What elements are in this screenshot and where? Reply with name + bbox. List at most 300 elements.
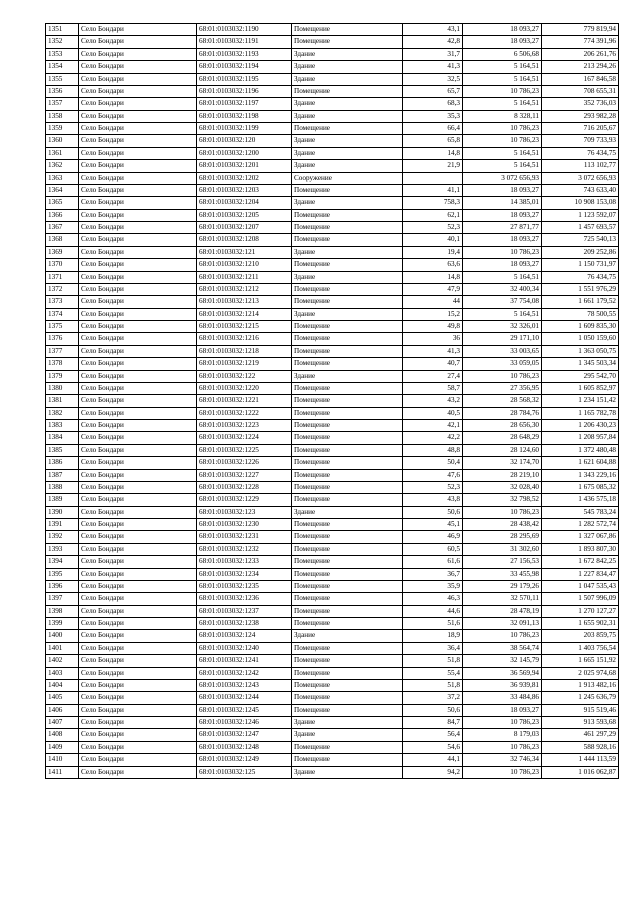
area-cell: 41,3 xyxy=(403,345,463,357)
settlement-cell: Село Бондари xyxy=(79,407,197,419)
table-row xyxy=(46,197,619,209)
cadastral-number-cell: 68:01:0103032:1236 xyxy=(197,593,292,605)
object-type-cell: Помещение xyxy=(292,345,403,357)
row-number-cell: 1400 xyxy=(46,630,79,642)
table-row xyxy=(46,704,619,716)
settlement-cell: Село Бондари xyxy=(79,519,197,531)
settlement-cell: Село Бондари xyxy=(79,667,197,679)
row-number-cell: 1379 xyxy=(46,370,79,382)
object-type-cell: Здание xyxy=(292,197,403,209)
settlement-cell: Село Бондари xyxy=(79,556,197,568)
object-type-cell: Помещение xyxy=(292,593,403,605)
cadastral-value-cell: 293 982,28 xyxy=(542,110,619,122)
cadastral-number-cell: 68:01:0103032:1197 xyxy=(197,98,292,110)
table-row xyxy=(46,135,619,147)
specific-value-cell: 5 164,51 xyxy=(463,61,542,73)
row-number-cell: 1395 xyxy=(46,568,79,580)
cadastral-value-cell: 1 444 113,59 xyxy=(542,754,619,766)
specific-value-cell: 32 746,34 xyxy=(463,754,542,766)
specific-value-cell: 28 219,10 xyxy=(463,469,542,481)
specific-value-cell: 28 568,32 xyxy=(463,395,542,407)
row-number-cell: 1388 xyxy=(46,481,79,493)
table-row xyxy=(46,469,619,481)
specific-value-cell: 36 939,81 xyxy=(463,679,542,691)
area-cell: 60,5 xyxy=(403,543,463,555)
table-row xyxy=(46,667,619,679)
cadastral-value-cell: 1 372 480,48 xyxy=(542,444,619,456)
row-number-cell: 1353 xyxy=(46,48,79,60)
row-number-cell: 1411 xyxy=(46,766,79,778)
cadastral-value-cell: 203 859,75 xyxy=(542,630,619,642)
area-cell: 43,2 xyxy=(403,395,463,407)
row-number-cell: 1377 xyxy=(46,345,79,357)
settlement-cell: Село Бондари xyxy=(79,147,197,159)
cadastral-number-cell: 68:01:0103032:1240 xyxy=(197,642,292,654)
specific-value-cell: 28 784,76 xyxy=(463,407,542,419)
cadastral-number-cell: 68:01:0103032:1199 xyxy=(197,123,292,135)
cadastral-value-cell: 10 908 153,08 xyxy=(542,197,619,209)
specific-value-cell: 32 028,40 xyxy=(463,481,542,493)
object-type-cell: Помещение xyxy=(292,469,403,481)
row-number-cell: 1352 xyxy=(46,36,79,48)
area-cell: 52,3 xyxy=(403,481,463,493)
cadastral-value-cell: 1 655 902,31 xyxy=(542,618,619,630)
specific-value-cell: 28 124,60 xyxy=(463,444,542,456)
object-type-cell: Помещение xyxy=(292,382,403,394)
area-cell: 49,8 xyxy=(403,321,463,333)
cadastral-value-cell: 743 633,40 xyxy=(542,184,619,196)
settlement-cell: Село Бондари xyxy=(79,234,197,246)
cadastral-number-cell: 68:01:0103032:1233 xyxy=(197,556,292,568)
specific-value-cell: 6 506,68 xyxy=(463,48,542,60)
cadastral-number-cell: 68:01:0103032:1249 xyxy=(197,754,292,766)
object-type-cell: Здание xyxy=(292,135,403,147)
area-cell: 42,2 xyxy=(403,432,463,444)
table-row xyxy=(46,259,619,271)
settlement-cell: Село Бондари xyxy=(79,593,197,605)
cadastral-value-cell: 588 928,16 xyxy=(542,741,619,753)
cadastral-value-cell: 1 551 976,29 xyxy=(542,283,619,295)
area-cell: 27,4 xyxy=(403,370,463,382)
cadastral-number-cell: 68:01:0103032:1193 xyxy=(197,48,292,60)
row-number-cell: 1362 xyxy=(46,160,79,172)
cadastral-number-cell: 68:01:0103032:1200 xyxy=(197,147,292,159)
table-row xyxy=(46,296,619,308)
specific-value-cell: 33 484,86 xyxy=(463,692,542,704)
cadastral-number-cell: 68:01:0103032:1223 xyxy=(197,420,292,432)
table-row xyxy=(46,61,619,73)
cadastral-number-cell: 68:01:0103032:122 xyxy=(197,370,292,382)
object-type-cell: Помещение xyxy=(292,741,403,753)
object-type-cell: Помещение xyxy=(292,321,403,333)
area-cell: 50,6 xyxy=(403,506,463,518)
object-type-cell: Помещение xyxy=(292,556,403,568)
cadastral-number-cell: 68:01:0103032:1227 xyxy=(197,469,292,481)
specific-value-cell: 32 326,01 xyxy=(463,321,542,333)
settlement-cell: Село Бондари xyxy=(79,135,197,147)
table-row xyxy=(46,172,619,184)
settlement-cell: Село Бондари xyxy=(79,333,197,345)
cadastral-value-cell: 1 507 996,09 xyxy=(542,593,619,605)
specific-value-cell: 10 786,23 xyxy=(463,630,542,642)
settlement-cell: Село Бондари xyxy=(79,605,197,617)
table-row xyxy=(46,655,619,667)
table-row xyxy=(46,754,619,766)
table-row xyxy=(46,457,619,469)
settlement-cell: Село Бондари xyxy=(79,197,197,209)
area-cell: 54,6 xyxy=(403,741,463,753)
table-row xyxy=(46,519,619,531)
specific-value-cell: 10 786,23 xyxy=(463,85,542,97)
cadastral-number-cell: 68:01:0103032:1224 xyxy=(197,432,292,444)
cadastral-number-cell: 68:01:0103032:1208 xyxy=(197,234,292,246)
specific-value-cell: 10 786,23 xyxy=(463,766,542,778)
table-row xyxy=(46,543,619,555)
table-row xyxy=(46,222,619,234)
specific-value-cell: 18 093,27 xyxy=(463,259,542,271)
cadastral-number-cell: 68:01:0103032:1196 xyxy=(197,85,292,97)
specific-value-cell: 28 656,30 xyxy=(463,420,542,432)
cadastral-number-cell: 68:01:0103032:1243 xyxy=(197,679,292,691)
area-cell: 14,8 xyxy=(403,147,463,159)
settlement-cell: Село Бондари xyxy=(79,432,197,444)
cadastral-value-cell: 1 672 842,25 xyxy=(542,556,619,568)
cadastral-value-cell: 1 665 151,92 xyxy=(542,655,619,667)
cadastral-number-cell: 68:01:0103032:125 xyxy=(197,766,292,778)
object-type-cell: Здание xyxy=(292,717,403,729)
settlement-cell: Село Бондари xyxy=(79,259,197,271)
table-row xyxy=(46,679,619,691)
specific-value-cell: 10 786,23 xyxy=(463,246,542,258)
row-number-cell: 1374 xyxy=(46,308,79,320)
table-row xyxy=(46,98,619,110)
row-number-cell: 1387 xyxy=(46,469,79,481)
table-row xyxy=(46,605,619,617)
settlement-cell: Село Бондари xyxy=(79,543,197,555)
specific-value-cell: 18 093,27 xyxy=(463,234,542,246)
cadastral-value-cell: 725 540,13 xyxy=(542,234,619,246)
cadastral-number-cell: 68:01:0103032:1229 xyxy=(197,494,292,506)
settlement-cell: Село Бондари xyxy=(79,580,197,592)
cadastral-value-cell: 1 165 782,78 xyxy=(542,407,619,419)
specific-value-cell: 36 569,94 xyxy=(463,667,542,679)
row-number-cell: 1382 xyxy=(46,407,79,419)
cadastral-value-cell: 1 047 535,43 xyxy=(542,580,619,592)
settlement-cell: Село Бондари xyxy=(79,766,197,778)
specific-value-cell: 18 093,27 xyxy=(463,24,542,36)
cadastral-value-cell: 206 261,76 xyxy=(542,48,619,60)
table-row xyxy=(46,209,619,221)
settlement-cell: Село Бондари xyxy=(79,110,197,122)
object-type-cell: Здание xyxy=(292,729,403,741)
object-type-cell: Здание xyxy=(292,98,403,110)
table-row xyxy=(46,618,619,630)
row-number-cell: 1402 xyxy=(46,655,79,667)
table-row xyxy=(46,36,619,48)
object-type-cell: Здание xyxy=(292,48,403,60)
cadastral-value-cell: 1 605 852,97 xyxy=(542,382,619,394)
specific-value-cell: 18 093,27 xyxy=(463,184,542,196)
table-row xyxy=(46,630,619,642)
table-row xyxy=(46,717,619,729)
object-type-cell: Помещение xyxy=(292,36,403,48)
row-number-cell: 1399 xyxy=(46,618,79,630)
settlement-cell: Село Бондари xyxy=(79,73,197,85)
settlement-cell: Село Бондари xyxy=(79,444,197,456)
cadastral-value-cell: 1 893 807,30 xyxy=(542,543,619,555)
cadastral-number-cell: 68:01:0103032:1221 xyxy=(197,395,292,407)
cadastral-number-cell: 68:01:0103032:1245 xyxy=(197,704,292,716)
cadastral-number-cell: 68:01:0103032:120 xyxy=(197,135,292,147)
settlement-cell: Село Бондари xyxy=(79,24,197,36)
object-type-cell: Помещение xyxy=(292,444,403,456)
settlement-cell: Село Бондари xyxy=(79,618,197,630)
object-type-cell: Помещение xyxy=(292,457,403,469)
settlement-cell: Село Бондари xyxy=(79,61,197,73)
cadastral-number-cell: 68:01:0103032:1205 xyxy=(197,209,292,221)
cadastral-value-cell: 1 457 693,57 xyxy=(542,222,619,234)
area-cell: 50,4 xyxy=(403,457,463,469)
cadastral-value-cell: 1 621 604,88 xyxy=(542,457,619,469)
row-number-cell: 1397 xyxy=(46,593,79,605)
object-type-cell: Помещение xyxy=(292,531,403,543)
area-cell: 37,2 xyxy=(403,692,463,704)
table-row xyxy=(46,494,619,506)
specific-value-cell: 32 145,79 xyxy=(463,655,542,667)
cadastral-number-cell: 68:01:0103032:1246 xyxy=(197,717,292,729)
specific-value-cell: 27 356,95 xyxy=(463,382,542,394)
cadastral-number-cell: 68:01:0103032:1191 xyxy=(197,36,292,48)
cadastral-number-cell: 68:01:0103032:123 xyxy=(197,506,292,518)
settlement-cell: Село Бондари xyxy=(79,741,197,753)
settlement-cell: Село Бондари xyxy=(79,358,197,370)
object-type-cell: Помещение xyxy=(292,24,403,36)
table-row xyxy=(46,395,619,407)
settlement-cell: Село Бондари xyxy=(79,296,197,308)
specific-value-cell: 5 164,51 xyxy=(463,271,542,283)
row-number-cell: 1365 xyxy=(46,197,79,209)
cadastral-value-cell: 1 363 050,75 xyxy=(542,345,619,357)
row-number-cell: 1409 xyxy=(46,741,79,753)
settlement-cell: Село Бондари xyxy=(79,457,197,469)
row-number-cell: 1372 xyxy=(46,283,79,295)
cadastral-value-cell: 545 783,24 xyxy=(542,506,619,518)
cadastral-value-cell: 1 206 430,23 xyxy=(542,420,619,432)
cadastral-value-cell: 716 205,67 xyxy=(542,123,619,135)
specific-value-cell: 32 400,34 xyxy=(463,283,542,295)
object-type-cell: Помещение xyxy=(292,679,403,691)
area-cell xyxy=(403,172,463,184)
cadastral-value-cell: 1 343 229,16 xyxy=(542,469,619,481)
cadastral-number-cell: 68:01:0103032:1215 xyxy=(197,321,292,333)
cadastral-value-cell: 2 025 974,68 xyxy=(542,667,619,679)
specific-value-cell: 10 786,23 xyxy=(463,135,542,147)
area-cell: 66,4 xyxy=(403,123,463,135)
row-number-cell: 1360 xyxy=(46,135,79,147)
settlement-cell: Село Бондари xyxy=(79,655,197,667)
object-type-cell: Помещение xyxy=(292,580,403,592)
table-row xyxy=(46,345,619,357)
object-type-cell: Здание xyxy=(292,73,403,85)
area-cell: 14,8 xyxy=(403,271,463,283)
row-number-cell: 1355 xyxy=(46,73,79,85)
row-number-cell: 1410 xyxy=(46,754,79,766)
specific-value-cell: 14 385,01 xyxy=(463,197,542,209)
specific-value-cell: 28 438,42 xyxy=(463,519,542,531)
row-number-cell: 1406 xyxy=(46,704,79,716)
settlement-cell: Село Бондари xyxy=(79,531,197,543)
object-type-cell: Здание xyxy=(292,246,403,258)
cadastral-number-cell: 68:01:0103032:1231 xyxy=(197,531,292,543)
row-number-cell: 1371 xyxy=(46,271,79,283)
table-row xyxy=(46,556,619,568)
area-cell: 41,1 xyxy=(403,184,463,196)
object-type-cell: Здание xyxy=(292,147,403,159)
cadastral-number-cell: 68:01:0103032:1219 xyxy=(197,358,292,370)
specific-value-cell: 8 328,11 xyxy=(463,110,542,122)
object-type-cell: Помещение xyxy=(292,432,403,444)
cadastral-value-cell: 461 297,29 xyxy=(542,729,619,741)
table-row xyxy=(46,766,619,778)
row-number-cell: 1366 xyxy=(46,209,79,221)
row-number-cell: 1364 xyxy=(46,184,79,196)
specific-value-cell: 29 179,26 xyxy=(463,580,542,592)
cadastral-number-cell: 68:01:0103032:1195 xyxy=(197,73,292,85)
object-type-cell: Помещение xyxy=(292,642,403,654)
settlement-cell: Село Бондари xyxy=(79,123,197,135)
object-type-cell: Помещение xyxy=(292,754,403,766)
area-cell: 51,6 xyxy=(403,618,463,630)
cadastral-number-cell: 68:01:0103032:1238 xyxy=(197,618,292,630)
specific-value-cell: 18 093,27 xyxy=(463,36,542,48)
specific-value-cell: 18 093,27 xyxy=(463,704,542,716)
row-number-cell: 1384 xyxy=(46,432,79,444)
cadastral-value-cell: 1 327 067,86 xyxy=(542,531,619,543)
row-number-cell: 1381 xyxy=(46,395,79,407)
specific-value-cell: 27 156,53 xyxy=(463,556,542,568)
settlement-cell: Село Бондари xyxy=(79,642,197,654)
object-type-cell: Помещение xyxy=(292,420,403,432)
row-number-cell: 1386 xyxy=(46,457,79,469)
object-type-cell: Здание xyxy=(292,370,403,382)
settlement-cell: Село Бондари xyxy=(79,36,197,48)
table-row xyxy=(46,407,619,419)
table-row xyxy=(46,432,619,444)
cadastral-value-cell: 352 736,03 xyxy=(542,98,619,110)
specific-value-cell: 10 786,23 xyxy=(463,506,542,518)
row-number-cell: 1378 xyxy=(46,358,79,370)
specific-value-cell: 5 164,51 xyxy=(463,73,542,85)
registry-table xyxy=(45,23,619,779)
settlement-cell: Село Бондари xyxy=(79,754,197,766)
cadastral-value-cell: 1 245 636,79 xyxy=(542,692,619,704)
cadastral-number-cell: 68:01:0103032:1211 xyxy=(197,271,292,283)
cadastral-number-cell: 68:01:0103032:1222 xyxy=(197,407,292,419)
specific-value-cell: 38 564,74 xyxy=(463,642,542,654)
settlement-cell: Село Бондари xyxy=(79,271,197,283)
cadastral-number-cell: 68:01:0103032:1190 xyxy=(197,24,292,36)
cadastral-number-cell: 68:01:0103032:1218 xyxy=(197,345,292,357)
cadastral-value-cell: 915 519,46 xyxy=(542,704,619,716)
object-type-cell: Помещение xyxy=(292,85,403,97)
area-cell: 40,7 xyxy=(403,358,463,370)
cadastral-number-cell: 68:01:0103032:1237 xyxy=(197,605,292,617)
cadastral-number-cell: 68:01:0103032:1244 xyxy=(197,692,292,704)
object-type-cell: Сооружение xyxy=(292,172,403,184)
row-number-cell: 1358 xyxy=(46,110,79,122)
cadastral-number-cell: 68:01:0103032:1220 xyxy=(197,382,292,394)
table-row xyxy=(46,110,619,122)
cadastral-value-cell: 1 675 085,32 xyxy=(542,481,619,493)
table-row xyxy=(46,246,619,258)
table-row xyxy=(46,321,619,333)
object-type-cell: Здание xyxy=(292,630,403,642)
row-number-cell: 1404 xyxy=(46,679,79,691)
specific-value-cell: 5 164,51 xyxy=(463,308,542,320)
table-row xyxy=(46,481,619,493)
area-cell: 48,8 xyxy=(403,444,463,456)
cadastral-value-cell: 1 123 592,07 xyxy=(542,209,619,221)
object-type-cell: Помещение xyxy=(292,519,403,531)
settlement-cell: Село Бондари xyxy=(79,481,197,493)
row-number-cell: 1351 xyxy=(46,24,79,36)
settlement-cell: Село Бондари xyxy=(79,717,197,729)
cadastral-value-cell: 1 227 834,47 xyxy=(542,568,619,580)
area-cell: 65,8 xyxy=(403,135,463,147)
settlement-cell: Село Бондари xyxy=(79,506,197,518)
object-type-cell: Помещение xyxy=(292,667,403,679)
cadastral-value-cell: 167 846,58 xyxy=(542,73,619,85)
object-type-cell: Помещение xyxy=(292,618,403,630)
specific-value-cell: 10 786,23 xyxy=(463,717,542,729)
object-type-cell: Помещение xyxy=(292,234,403,246)
object-type-cell: Здание xyxy=(292,160,403,172)
object-type-cell: Здание xyxy=(292,110,403,122)
table-row xyxy=(46,568,619,580)
table-row xyxy=(46,506,619,518)
cadastral-value-cell: 1 436 575,18 xyxy=(542,494,619,506)
table-row xyxy=(46,729,619,741)
table-row xyxy=(46,48,619,60)
area-cell: 18,9 xyxy=(403,630,463,642)
area-cell: 35,9 xyxy=(403,580,463,592)
object-type-cell: Помещение xyxy=(292,481,403,493)
area-cell: 42,1 xyxy=(403,420,463,432)
specific-value-cell: 33 003,65 xyxy=(463,345,542,357)
object-type-cell: Помещение xyxy=(292,494,403,506)
settlement-cell: Село Бондари xyxy=(79,160,197,172)
area-cell: 68,3 xyxy=(403,98,463,110)
specific-value-cell: 18 093,27 xyxy=(463,209,542,221)
row-number-cell: 1376 xyxy=(46,333,79,345)
table-row xyxy=(46,642,619,654)
settlement-cell: Село Бондари xyxy=(79,283,197,295)
cadastral-value-cell: 1 345 503,34 xyxy=(542,358,619,370)
object-type-cell: Помещение xyxy=(292,259,403,271)
specific-value-cell: 10 786,23 xyxy=(463,370,542,382)
cadastral-number-cell: 68:01:0103032:1241 xyxy=(197,655,292,667)
object-type-cell: Помещение xyxy=(292,568,403,580)
area-cell: 41,3 xyxy=(403,61,463,73)
object-type-cell: Здание xyxy=(292,61,403,73)
cadastral-value-cell: 709 733,93 xyxy=(542,135,619,147)
cadastral-number-cell: 68:01:0103032:1226 xyxy=(197,457,292,469)
table-row xyxy=(46,333,619,345)
settlement-cell: Село Бондари xyxy=(79,209,197,221)
settlement-cell: Село Бондари xyxy=(79,469,197,481)
area-cell: 36 xyxy=(403,333,463,345)
cadastral-number-cell: 68:01:0103032:1212 xyxy=(197,283,292,295)
